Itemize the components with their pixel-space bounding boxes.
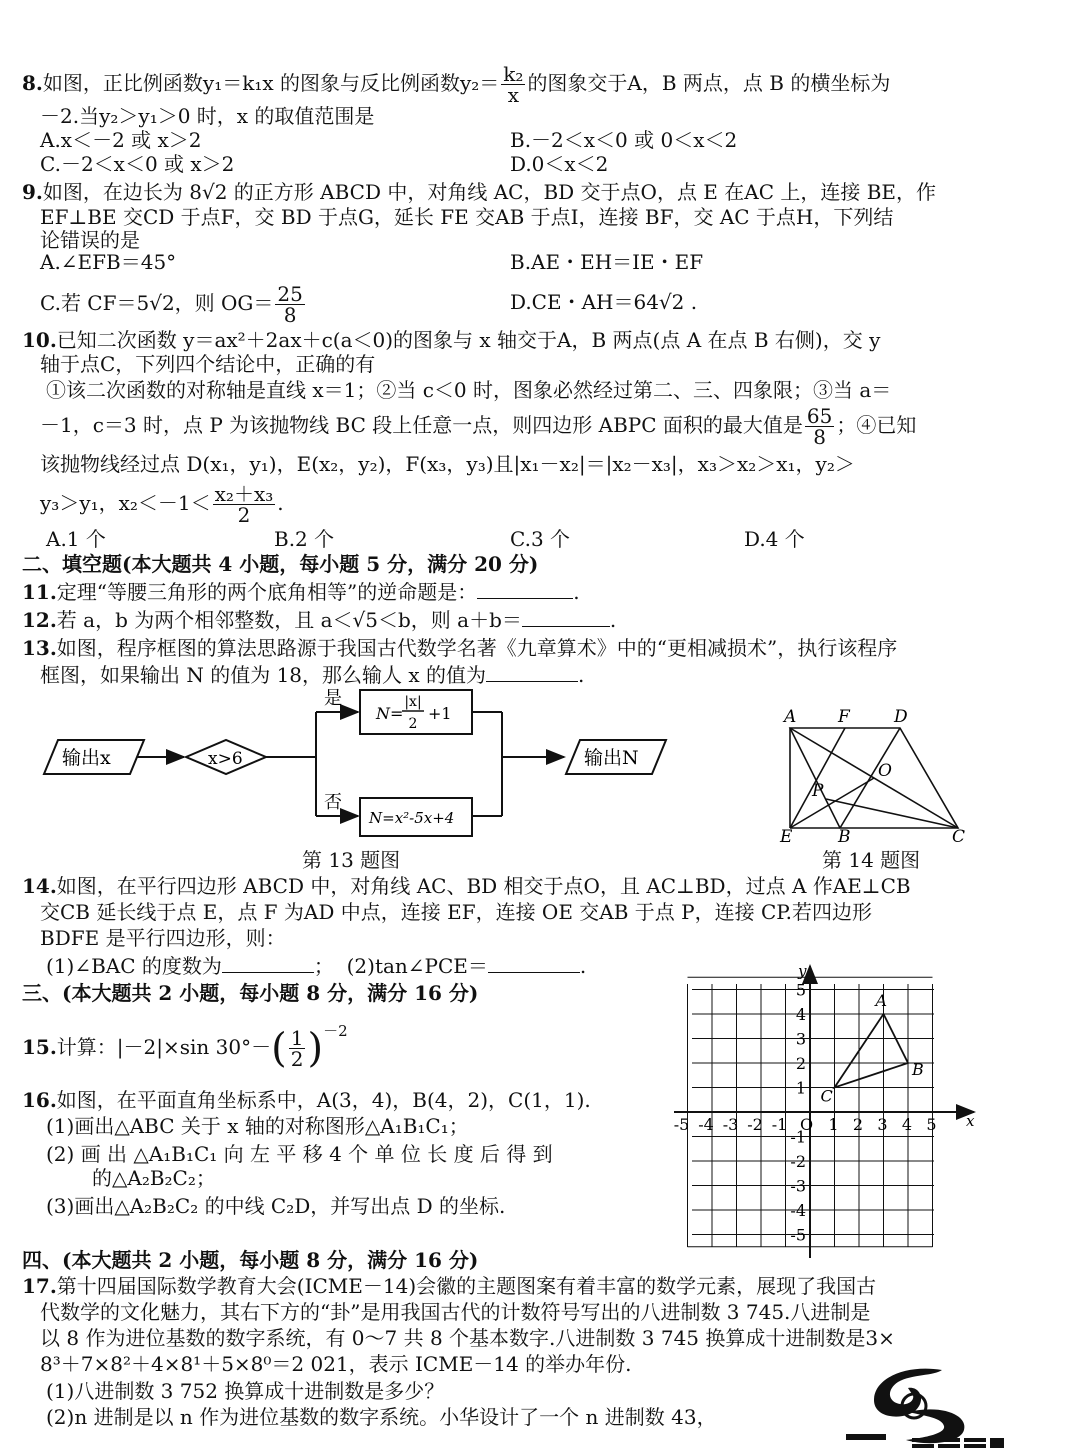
- q10-text-1: 已知二次函数 y＝ax²＋2ax＋c(a＜0)的图象与 x 轴交于A，B 两点(点 A 在点 B 右侧)，交 y: [56, 328, 881, 352]
- fig14-label-p: P: [812, 781, 824, 801]
- y-tick-label: 3: [795, 1029, 806, 1049]
- fig14-caption: 第 14 题图: [822, 848, 921, 872]
- q17-part1: (1)八进制数 3 752 换算成十进制数是多少？: [46, 1379, 445, 1403]
- icme14-emblem-logo: [846, 1364, 1006, 1450]
- q10-frac2-den: 2: [237, 503, 251, 527]
- q14-line2: 交CB 延长线于点 E，点 F 为AD 中点，连接 EF，连接 OE 交AB 于点 P，连接 CP.若四边形: [40, 900, 873, 924]
- point-label-a: A: [875, 991, 888, 1010]
- q17-text-1: 第十四届国际数学教育大会(ICME－14)会徽的主题图案有着丰富的数学元素，展现了我国古: [56, 1274, 877, 1298]
- y-axis-label: y: [798, 962, 807, 980]
- q14-answer-blank-1[interactable]: [222, 972, 314, 973]
- flow-yes-box-den: 2: [408, 716, 418, 732]
- triangle-outline: [835, 1014, 909, 1088]
- flow-yes-label: 是: [324, 688, 342, 709]
- q14-line1: [22, 874, 911, 898]
- q9-line3: 论错误的是: [40, 228, 140, 252]
- x-tick-label: -3: [722, 1115, 739, 1134]
- flow-yes-box-suffix: +1: [428, 704, 452, 723]
- q9-c-fraction: [275, 284, 304, 325]
- q8-fraction: [501, 64, 525, 105]
- x-axis-label: x: [966, 1112, 975, 1130]
- q10-line5: 该抛物线经过点 D(x₁，y₁)，E(x₂，y₂)，F(x₃，y₃)且|x₁－x₂|＝|x₂－x₃|，x₃＞x₂＞x₁，y₂＞: [40, 452, 855, 476]
- q10-text-4b: ；④已知: [836, 413, 917, 437]
- q10-line1: [22, 328, 880, 352]
- flow-yes-box-prefix: N=: [376, 704, 404, 723]
- y-tick-label: 4: [795, 1005, 806, 1024]
- x-tick-label: 2: [852, 1115, 864, 1134]
- q14-part1: (1)∠BAC 的度数为: [46, 954, 222, 978]
- x-tick-label: 4: [901, 1115, 913, 1134]
- q16-part3: (3)画出△A₂B₂C₂ 的中线 C₂D，并写出点 D 的坐标.: [46, 1194, 506, 1218]
- q10-frac1-den: 8: [813, 425, 826, 449]
- q13-line1: [22, 636, 897, 660]
- y-tick-label: -2: [790, 1152, 806, 1171]
- q17-number: 17.: [22, 1274, 57, 1298]
- flow-yes-box-num: |x|: [404, 694, 422, 710]
- y-tick-label: -3: [790, 1176, 806, 1196]
- q12-answer-blank[interactable]: [522, 626, 610, 627]
- q10-frac2-num: x₂＋x₃: [214, 482, 274, 506]
- fig14-label-b: B: [838, 827, 851, 844]
- y-tick-label: -1: [790, 1127, 806, 1147]
- q16-part2b: 的△A₂B₂C₂；: [92, 1166, 216, 1190]
- fig14-label-f: F: [838, 707, 850, 727]
- q17-line1: [22, 1274, 876, 1298]
- q14-figure: [774, 704, 974, 844]
- q9-number: 9.: [22, 180, 43, 204]
- q15: [22, 1016, 348, 1072]
- q11-end: .: [573, 580, 580, 604]
- y-tick-label: -4: [790, 1201, 806, 1220]
- fig14-label-e: E: [780, 827, 793, 844]
- segment-eo: [790, 778, 874, 828]
- q17-part2: (2)n 进制是以 n 作为进位基数的数字系统。小华设计了一个 n 进制数 43，: [46, 1405, 717, 1429]
- y-tick-label: 2: [795, 1054, 806, 1073]
- q13-number: 13.: [22, 636, 57, 660]
- q14-part2: (2)tan∠PCE＝: [346, 954, 488, 978]
- segment-cp: [826, 799, 958, 828]
- q10-text-6b: .: [277, 491, 284, 515]
- point-label-b: B: [912, 1060, 924, 1079]
- q17-line2: 代数学的文化魅力，其右下方的“卦”是用我国古代的计数符号写出的八进制数 3 745.八进制是: [40, 1300, 871, 1324]
- q13-text-1: 如图，程序框图的算法思路源于我国古代数学名著《九章算术》中的“更相减损术”，执行该程序: [56, 636, 898, 660]
- x-tick-label: 1: [828, 1115, 839, 1134]
- q10-fraction-2: [213, 484, 276, 525]
- q9-option-b: B.AE・EH＝IE・EF: [510, 250, 704, 274]
- q10-option-a: A.1 个: [46, 527, 106, 551]
- x-tick-label: -4: [698, 1115, 714, 1134]
- flow-input-label: 输出x: [62, 747, 111, 769]
- flow-output-label: 输出N: [584, 747, 639, 769]
- q9-line2: EF⊥BE 交CD 于点F，交 BD 于点G，延长 FE 交AB 于点I，连接 BF，交 AC 于点H，下列结: [40, 205, 894, 229]
- q8-option-c: C.－2＜x＜0 或 x＞2: [40, 152, 235, 176]
- q17-line4: 8³＋7×8²＋4×8¹＋5×8⁰＝2 021，表示 ICME－14 的举办年份.: [40, 1352, 632, 1376]
- q16-line1: [22, 1088, 591, 1112]
- q12: [22, 608, 616, 632]
- q15-frac-num: 1: [290, 1026, 304, 1050]
- y-tick-label: 5: [795, 980, 806, 1000]
- section-3-heading: 三、(本大题共 2 小题，每小题 8 分，满分 16 分): [22, 981, 479, 1005]
- q16-number: 16.: [22, 1088, 57, 1112]
- q15-left-paren: (: [271, 1025, 287, 1072]
- q14-answer-blank-2[interactable]: [488, 972, 580, 973]
- q13-answer-blank[interactable]: [486, 681, 578, 682]
- q13-flowchart: [40, 686, 680, 846]
- q11-answer-blank[interactable]: [477, 598, 573, 599]
- q10-fraction-1: [805, 406, 834, 447]
- q8-number: 8.: [22, 71, 43, 95]
- q9-c-frac-num: 25: [277, 282, 303, 306]
- flow-condition-label: x>6: [208, 749, 243, 769]
- q9-option-a: A.∠EFB＝45°: [40, 250, 177, 274]
- q16-text-1: 如图，在平面直角坐标系中，A(3，4)，B(4，2)，C(1，1).: [56, 1088, 591, 1112]
- q11-number: 11.: [22, 580, 57, 604]
- q8-option-d: D.0＜x＜2: [510, 152, 609, 176]
- q8-line2: －2.当y₂＞y₁＞0 时，x 的取值范围是: [40, 104, 375, 128]
- section-4-heading: 四、(本大题共 2 小题，每小题 8 分，满分 16 分): [22, 1248, 479, 1272]
- section-2-heading: 二、填空题(本大题共 4 小题，每小题 5 分，满分 20 分): [22, 552, 539, 576]
- q8-line1: [22, 64, 890, 105]
- q9-line1: [22, 180, 936, 204]
- point-label-c: C: [820, 1086, 833, 1106]
- q16-part2: (2) 画 出 △A₁B₁C₁ 向 左 平 移 4 个 单 位 长 度 后 得 到: [46, 1142, 553, 1166]
- q16-coordinate-grid[interactable]: [668, 962, 980, 1262]
- x-tick-label: 5: [926, 1115, 937, 1134]
- q16-part1: (1)画出△ABC 关于 x 轴的对称图形△A₁B₁C₁；: [46, 1114, 469, 1138]
- q10-text-6a: y₃＞y₁，x₂＜－1＜: [40, 491, 211, 515]
- fig14-label-o: O: [878, 761, 892, 781]
- q14-line3: BDFE 是平行四边形，则：: [40, 926, 286, 950]
- q8-option-a: A.x＜－2 或 x＞2: [40, 128, 202, 152]
- y-tick-label: -5: [790, 1225, 806, 1245]
- x-tick-label: -2: [747, 1115, 763, 1134]
- q14-separator: ；: [313, 954, 334, 978]
- fig14-label-c: C: [952, 827, 966, 844]
- q15-exponent: －2: [323, 1022, 348, 1040]
- q10-line6: [40, 484, 284, 525]
- q15-fraction: [289, 1028, 306, 1069]
- q10-line2: 轴于点C，下列四个结论中，正确的有: [40, 352, 376, 376]
- q8-frac-den: x: [507, 83, 519, 107]
- q15-frac-den: 2: [290, 1047, 304, 1071]
- q15-number: 15.: [22, 1035, 57, 1059]
- q14-parts: [46, 954, 586, 978]
- q10-option-d: D.4 个: [744, 527, 805, 551]
- q14-end: .: [579, 954, 587, 978]
- q8-text-1a: 如图，正比例函数y₁＝k₁x 的图象与反比例函数y₂＝: [42, 71, 500, 95]
- q12-text: 若 a，b 为两个相邻整数，且 a＜√5＜b，则 a＋b＝: [56, 608, 522, 632]
- fig14-label-d: D: [894, 707, 908, 727]
- q13-text-2: 框图，如果输出 N 的值为 18，那么输人 x 的值为: [40, 663, 487, 687]
- q10-option-c: C.3 个: [510, 527, 571, 551]
- q8-frac-num: k₂: [503, 62, 524, 86]
- q10-text-4a: －1，c＝3 时，点 P 为该抛物线 BC 段上任意一点，则四边形 ABPC 面积的最大值是: [40, 413, 803, 437]
- q8-option-b: B.－2＜x＜0 或 0＜x＜2: [510, 128, 738, 152]
- q15-right-paren: ): [307, 1025, 324, 1072]
- y-tick-label: 1: [795, 1078, 806, 1098]
- q12-end: .: [609, 608, 617, 632]
- q9-option-d: D.CE・AH＝64√2 .: [510, 290, 698, 314]
- flow-no-label: 否: [324, 792, 342, 813]
- q9-c-text: C.若 CF＝5√2，则 OG＝: [40, 291, 274, 315]
- q9-option-c: [40, 284, 307, 325]
- x-tick-label: 3: [877, 1115, 888, 1134]
- q8-text-1b: 的图象交于A，B 两点，点 B 的横坐标为: [527, 71, 891, 95]
- q14-text-1: 如图，在平行四边形 ABCD 中，对角线 AC、BD 相交于点O，且 AC⊥BD，过点 A 作AE⊥CB: [56, 874, 911, 898]
- q10-number: 10.: [22, 328, 57, 352]
- q15-text: 计算：|－2|×sin 30°－: [56, 1035, 272, 1059]
- fig13-caption: 第 13 题图: [302, 848, 401, 872]
- x-tick-label: -5: [673, 1115, 690, 1134]
- q17-line3: 以 8 作为进位基数的数字系统，有 0～7 共 8 个基本数字.八进制数 3 745 换算成十进制数是3×: [40, 1326, 895, 1350]
- q14-number: 14.: [22, 874, 57, 898]
- q10-option-b: B.2 个: [274, 527, 335, 551]
- q11-text: 定理“等腰三角形的两个底角相等”的逆命题是：: [56, 580, 478, 604]
- flow-no-box-label: N=x²-5x+4: [369, 809, 455, 827]
- q13-line2: [40, 663, 584, 687]
- q10-line3: ①该二次函数的对称轴是直线 x＝1；②当 c＜0 时，图象必然经过第二、三、四象限；③当 a＝: [46, 378, 892, 402]
- q13-end: .: [578, 663, 585, 687]
- q11: [22, 580, 580, 604]
- q10-frac1-num: 65: [806, 404, 833, 428]
- q10-line4: [40, 406, 916, 447]
- grid-axes: [674, 962, 975, 1258]
- fig14-label-a: A: [784, 707, 797, 727]
- q9-text-1: 如图，在边长为 8√2 的正方形 ABCD 中，对角线 AC，BD 交于点O，点 E 在AC 上，连接 BE，作: [42, 180, 937, 204]
- q12-number: 12.: [22, 608, 57, 632]
- origin-label: O: [800, 1115, 814, 1134]
- q9-c-frac-den: 8: [283, 303, 297, 327]
- x-tick-label: -1: [771, 1115, 788, 1134]
